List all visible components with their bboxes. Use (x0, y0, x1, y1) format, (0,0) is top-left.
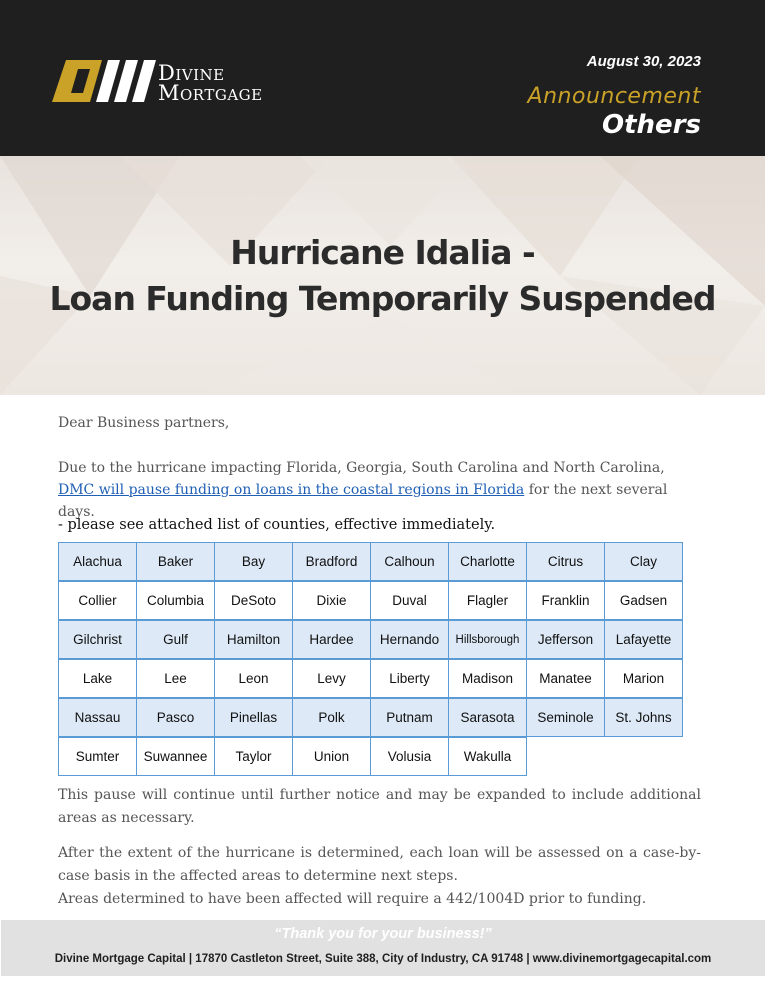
header-bar (0, 0, 765, 156)
county-cell: Hernando (370, 620, 449, 659)
county-cell: Lafayette (604, 620, 683, 659)
county-cell: Lee (136, 659, 215, 698)
county-cell: Suwannee (136, 737, 215, 776)
county-cell: Charlotte (448, 542, 527, 581)
announcement-date: August 30, 2023 (586, 53, 701, 70)
county-row (58, 698, 691, 737)
county-cell: Alachua (58, 542, 137, 581)
county-list-intro: - please see attached list of counties, effective immediately. (58, 517, 496, 533)
county-row (58, 737, 691, 776)
county-cell: DeSoto (214, 581, 293, 620)
county-table (58, 542, 691, 776)
county-cell: Hillsborough (448, 620, 527, 659)
county-cell: Bradford (292, 542, 371, 581)
county-cell: Taylor (214, 737, 293, 776)
assessment-line-1: After the extent of the hurricane is determined, each loan will be assessed on a case-by-case basis in the affected areas to determine next steps. (58, 845, 701, 884)
county-row (58, 581, 691, 620)
announcement-subcategory: Others (602, 110, 701, 140)
county-cell: Hardee (292, 620, 371, 659)
county-cell: Liberty (370, 659, 449, 698)
logo-mark-icon (52, 60, 156, 102)
county-cell: Putnam (370, 698, 449, 737)
brand-line-1: Divine (158, 61, 225, 85)
pause-notice-intro: Due to the hurricane impacting Florida, Georgia, South Carolina and North Carolina, (58, 460, 665, 476)
continuation-paragraph: This pause will continue until further notice and may be expanded to include additional areas as necessary. (58, 787, 701, 826)
county-cell: Hamilton (214, 620, 293, 659)
county-row (58, 659, 691, 698)
county-cell: Sarasota (448, 698, 527, 737)
county-cell: Nassau (58, 698, 137, 737)
county-cell: Marion (604, 659, 683, 698)
county-cell: Manatee (526, 659, 605, 698)
hero-title-line-1: Hurricane Idalia - (230, 233, 535, 272)
county-cell: Clay (604, 542, 683, 581)
footer-bar (1, 920, 765, 976)
county-cell: Leon (214, 659, 293, 698)
announcement-category: Announcement (527, 84, 701, 109)
county-cell: Collier (58, 581, 137, 620)
county-cell: Seminole (526, 698, 605, 737)
county-cell: Bay (214, 542, 293, 581)
county-cell: Madison (448, 659, 527, 698)
assessment-line-2: Areas determined to have been affected will require a 442/1004D prior to funding. (58, 891, 647, 907)
hero-title-line-2: Loan Funding Temporarily Suspended (49, 279, 716, 318)
brand-name (158, 63, 263, 103)
county-cell: Pinellas (214, 698, 293, 737)
county-cell: Citrus (526, 542, 605, 581)
brand-line-2: Mortgage (158, 81, 263, 105)
county-cell: Gilchrist (58, 620, 137, 659)
county-cell: Jefferson (526, 620, 605, 659)
county-cell: Columbia (136, 581, 215, 620)
assessment-paragraph (58, 842, 701, 911)
county-cell: Polk (292, 698, 371, 737)
county-cell: Gulf (136, 620, 215, 659)
county-cell: Sumter (58, 737, 137, 776)
hero-title (0, 230, 765, 322)
county-cell: Franklin (526, 581, 605, 620)
brand-logo[interactable] (52, 60, 282, 106)
footer-thank-you: “Thank you for your business!” (274, 926, 492, 942)
county-cell: Union (292, 737, 371, 776)
footer-contact: Divine Mortgage Capital | 17870 Castleton Street, Suite 388, City of Industry, CA 91748 | www.divinemortgagecapital.com (54, 953, 712, 965)
county-cell: St. Johns (604, 698, 683, 737)
pause-notice-tail: for the next several days. (58, 482, 668, 520)
county-row (58, 542, 691, 581)
greeting: Dear Business partners, (58, 415, 230, 431)
county-cell: Dixie (292, 581, 371, 620)
county-cell: Levy (292, 659, 371, 698)
county-cell: Volusia (370, 737, 449, 776)
coastal-pause-link[interactable]: DMC will pause funding on loans in the coastal regions in Florida (58, 482, 525, 498)
county-cell: Flagler (448, 581, 527, 620)
county-cell: Calhoun (370, 542, 449, 581)
hero-banner (0, 156, 765, 395)
county-cell: Gadsen (604, 581, 683, 620)
county-cell: Lake (58, 659, 137, 698)
county-cell: Pasco (136, 698, 215, 737)
county-cell: Wakulla (448, 737, 527, 776)
county-row (58, 620, 691, 659)
county-cell: Duval (370, 581, 449, 620)
county-cell: Baker (136, 542, 215, 581)
